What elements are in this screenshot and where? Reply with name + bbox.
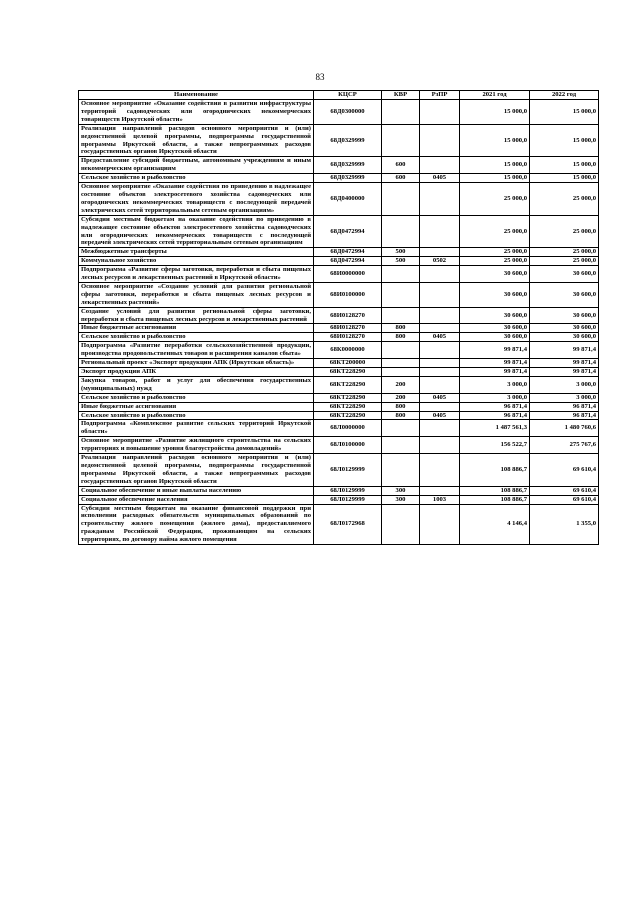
row-amount-2022: 30 600,0 [530,333,599,342]
row-name: Иные бюджетные ассигнования [79,324,314,333]
row-name: Сельское хозяйство и рыболовство [79,411,314,420]
row-amount-2021: 25 000,0 [460,183,530,216]
row-rzpr [420,504,460,545]
row-kvr: 500 [382,248,420,257]
row-amount-2022: 30 600,0 [530,307,599,324]
row-kvr [382,504,420,545]
header-name: Наименование [79,91,314,100]
table-row [79,266,599,283]
row-rzpr [420,342,460,359]
table-row [79,100,599,125]
row-amount-2021: 108 886,7 [460,454,530,487]
table-row [79,368,599,377]
row-kcsr: 68Л0129999 [314,486,382,495]
row-amount-2021: 99 871,4 [460,359,530,368]
row-amount-2021: 30 600,0 [460,282,530,307]
row-name: Социальное обеспечение населения [79,495,314,504]
row-kcsr: 68Д0300000 [314,100,382,125]
row-kvr: 500 [382,257,420,266]
row-amount-2021: 3 000,0 [460,376,530,393]
row-amount-2022: 15 000,0 [530,124,599,157]
header-kcsr: КЦСР [314,91,382,100]
row-amount-2022: 3 000,0 [530,393,599,402]
row-amount-2022: 96 871,4 [530,402,599,411]
row-kcsr: 68К0000000 [314,342,382,359]
row-name: Коммунальное хозяйство [79,257,314,266]
row-rzpr [420,376,460,393]
row-kcsr: 68Д0329999 [314,174,382,183]
row-amount-2021: 15 000,0 [460,174,530,183]
row-name: Сельское хозяйство и рыболовство [79,174,314,183]
row-amount-2021: 30 600,0 [460,324,530,333]
row-kcsr: 68Л0172968 [314,504,382,545]
row-kvr [382,342,420,359]
row-amount-2021: 99 871,4 [460,368,530,377]
row-name: Социальное обеспечение и иные выплаты населению [79,486,314,495]
table-row [79,411,599,420]
table-row [79,376,599,393]
row-rzpr [420,100,460,125]
row-kvr: 800 [382,324,420,333]
row-kcsr: 68КТ228290 [314,376,382,393]
row-kcsr: 68И0000000 [314,266,382,283]
header-2021: 2021 год [460,91,530,100]
row-amount-2021: 4 146,4 [460,504,530,545]
row-kcsr: 68КТ228290 [314,393,382,402]
row-amount-2022: 25 000,0 [530,215,599,248]
row-kvr [382,368,420,377]
table-row [79,307,599,324]
row-name: Подпрограмма «Развитие переработки сельскохозяйственной продукции, производства продовольственных товаров и расширения каналов сбыта» [79,342,314,359]
row-kcsr: 68Д0472994 [314,257,382,266]
row-kcsr: 68И0128270 [314,307,382,324]
row-rzpr: 0405 [420,393,460,402]
row-kvr [382,124,420,157]
row-kvr [382,266,420,283]
row-amount-2022: 3 000,0 [530,376,599,393]
row-amount-2022: 1 355,0 [530,504,599,545]
row-name: Основное мероприятие «Оказание содействия в развитии инфраструктуры территорий садоводческих или огороднических некоммерческих товариществ Иркутской области» [79,100,314,125]
row-kcsr: 68Д0472994 [314,248,382,257]
row-rzpr [420,183,460,216]
row-amount-2021: 30 600,0 [460,266,530,283]
row-kvr [382,359,420,368]
table-row [79,282,599,307]
table-row [79,359,599,368]
row-kcsr: 68Л0129999 [314,454,382,487]
table-row [79,437,599,454]
row-amount-2022: 15 000,0 [530,100,599,125]
row-rzpr: 0405 [420,174,460,183]
row-name: Закупка товаров, работ и услуг для обеспечения государственных (муниципальных) нужд [79,376,314,393]
row-name: Основное мероприятие «Развитие жилищного строительства на сельских территориях и повышение уровня благоустройства домовладений» [79,437,314,454]
row-kvr [382,437,420,454]
row-kvr: 200 [382,393,420,402]
table-row [79,504,599,545]
row-name: Межбюджетные трансферты [79,248,314,257]
row-amount-2022: 69 610,4 [530,486,599,495]
table-header-row [79,91,599,100]
row-amount-2021: 108 886,7 [460,495,530,504]
row-amount-2022: 96 871,4 [530,411,599,420]
row-amount-2022: 15 000,0 [530,157,599,174]
row-kcsr: 68Л0100000 [314,437,382,454]
row-kcsr: 68Д0329999 [314,157,382,174]
table-row [79,495,599,504]
row-rzpr: 0405 [420,411,460,420]
row-kvr [382,420,420,437]
row-rzpr [420,359,460,368]
row-amount-2021: 30 600,0 [460,307,530,324]
table-row [79,333,599,342]
row-kcsr: 68КТ200000 [314,359,382,368]
row-name: Сельское хозяйство и рыболовство [79,333,314,342]
table-row [79,215,599,248]
budget-table [78,90,599,545]
row-kcsr: 68Л0129999 [314,495,382,504]
table-row [79,157,599,174]
table-row [79,402,599,411]
row-amount-2021: 99 871,4 [460,342,530,359]
header-rzpr: РзПР [420,91,460,100]
row-rzpr [420,157,460,174]
row-rzpr [420,486,460,495]
row-kcsr: 68И0100000 [314,282,382,307]
row-name: Экспорт продукции АПК [79,368,314,377]
table-row [79,174,599,183]
row-amount-2022: 275 767,6 [530,437,599,454]
row-amount-2022: 69 610,4 [530,454,599,487]
row-amount-2021: 25 000,0 [460,257,530,266]
row-amount-2021: 25 000,0 [460,215,530,248]
row-amount-2021: 96 871,4 [460,411,530,420]
row-amount-2021: 15 000,0 [460,100,530,125]
header-kvr: КВР [382,91,420,100]
row-name: Реализация направлений расходов основного мероприятия и (или) ведомственной целевой программы, подпрограммы государственной программы Иркутской области, а также непрограммных расходов государственных органов Иркутской области [79,454,314,487]
table-row [79,183,599,216]
row-name: Подпрограмма «Развитие сферы заготовки, переработки и сбыта пищевых лесных ресурсов и лекарственных растений в Иркутской области» [79,266,314,283]
row-amount-2022: 25 000,0 [530,248,599,257]
row-kcsr: 68КТ228290 [314,411,382,420]
row-amount-2021: 30 600,0 [460,333,530,342]
row-amount-2021: 156 522,7 [460,437,530,454]
row-name: Основное мероприятие «Оказание содействия по приведению в надлежащее состояние объектов электросетевого хозяйства садоводческих или огороднических некоммерческих товариществ с последующей передачей электрических сетей территориальным сетевым организациям» [79,183,314,216]
row-amount-2022: 69 610,4 [530,495,599,504]
row-rzpr [420,248,460,257]
row-amount-2022: 99 871,4 [530,368,599,377]
row-amount-2022: 1 480 760,6 [530,420,599,437]
header-2022: 2022 год [530,91,599,100]
row-rzpr [420,454,460,487]
row-amount-2021: 1 487 561,3 [460,420,530,437]
row-amount-2022: 30 600,0 [530,266,599,283]
row-kvr: 600 [382,157,420,174]
table-row [79,454,599,487]
table-row [79,248,599,257]
table-row [79,124,599,157]
row-rzpr [420,437,460,454]
table-row [79,486,599,495]
row-rzpr [420,266,460,283]
row-kcsr: 68Д0329999 [314,124,382,157]
row-amount-2021: 25 000,0 [460,248,530,257]
row-rzpr: 1003 [420,495,460,504]
row-kvr: 200 [382,376,420,393]
row-kvr [382,183,420,216]
row-amount-2021: 108 886,7 [460,486,530,495]
row-rzpr: 0405 [420,333,460,342]
row-amount-2022: 99 871,4 [530,359,599,368]
row-amount-2022: 30 600,0 [530,324,599,333]
row-kvr: 600 [382,174,420,183]
row-kcsr: 68И0128270 [314,324,382,333]
row-kvr: 300 [382,486,420,495]
row-amount-2021: 96 871,4 [460,402,530,411]
table-row [79,420,599,437]
row-rzpr [420,307,460,324]
row-amount-2022: 25 000,0 [530,257,599,266]
table-row [79,342,599,359]
row-name: Создание условий для развития региональной сферы заготовки, переработки и сбыта пищевых лесных ресурсов и лекарственных растений [79,307,314,324]
row-amount-2021: 15 000,0 [460,124,530,157]
row-kvr [382,454,420,487]
row-kvr: 800 [382,402,420,411]
row-rzpr: 0502 [420,257,460,266]
row-name: Сельское хозяйство и рыболовство [79,393,314,402]
row-amount-2022: 25 000,0 [530,183,599,216]
row-name: Подпрограмма «Комплексное развитие сельских территорий Иркутской области» [79,420,314,437]
row-kcsr: 68Д0472994 [314,215,382,248]
row-name: Субсидии местным бюджетам на оказание содействия по приведению в надлежащее состояние объектов электросетевого хозяйства садоводческих или огороднических некоммерческих товариществ с последующей передачей электрических сетей территориальным сетевым организациям [79,215,314,248]
row-name: Реализация направлений расходов основного мероприятия и (или) ведомственной целевой программы, подпрограммы государственной программы Иркутской области, а также непрограммных расходов государственных органов Иркутской области [79,124,314,157]
row-kcsr: 68КТ228290 [314,368,382,377]
row-rzpr [420,324,460,333]
row-name: Субсидии местным бюджетам на оказание финансовой поддержки при исполнении расходных обязательств муниципальных образований по строительству жилого помещения (жилого дома), предоставляемого гражданам Российской Федерации, проживающим на сельских территориях, по договору найма жилого помещения [79,504,314,545]
row-amount-2022: 99 871,4 [530,342,599,359]
row-rzpr [420,215,460,248]
row-amount-2021: 3 000,0 [460,393,530,402]
row-kvr [382,307,420,324]
row-kvr [382,215,420,248]
row-rzpr [420,282,460,307]
row-kcsr: 68И0128270 [314,333,382,342]
row-kvr: 300 [382,495,420,504]
row-rzpr [420,402,460,411]
row-name: Региональный проект «Экспорт продукции АПК (Иркутская область)» [79,359,314,368]
row-rzpr [420,368,460,377]
row-amount-2021: 15 000,0 [460,157,530,174]
row-kvr [382,282,420,307]
row-kcsr: 68Д0400000 [314,183,382,216]
page-number: 83 [315,72,325,82]
row-name: Иные бюджетные ассигнования [79,402,314,411]
row-kcsr: 68Л0000000 [314,420,382,437]
row-rzpr [420,420,460,437]
table-row [79,393,599,402]
row-kcsr: 68КТ228290 [314,402,382,411]
row-kvr: 800 [382,411,420,420]
row-kvr: 800 [382,333,420,342]
row-name: Основное мероприятие «Создание условий для развития региональной сферы заготовки, переработки и сбыта пищевых лесных ресурсов и лекарственных растений» [79,282,314,307]
table-row [79,324,599,333]
row-kvr [382,100,420,125]
row-rzpr [420,124,460,157]
row-name: Предоставление субсидий бюджетным, автономным учреждениям и иным некоммерческим организациям [79,157,314,174]
row-amount-2022: 30 600,0 [530,282,599,307]
row-amount-2022: 15 000,0 [530,174,599,183]
table-row [79,257,599,266]
